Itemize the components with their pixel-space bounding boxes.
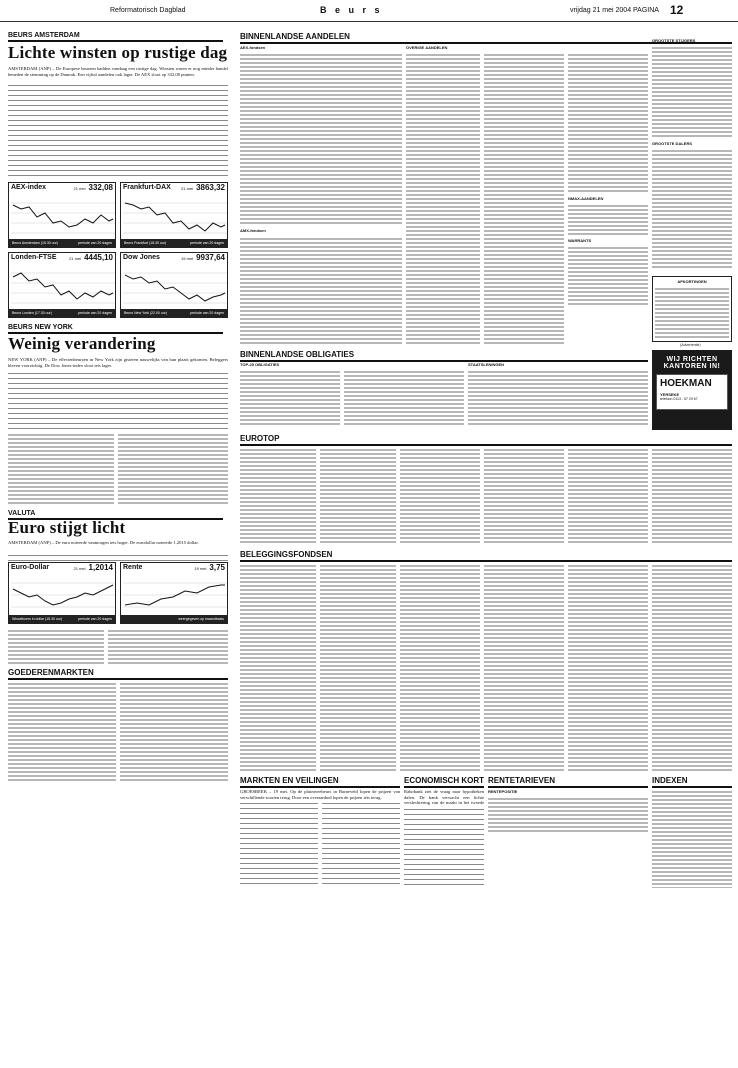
kicker-valuta: VALUTA — [8, 510, 223, 520]
aex-fondsen-label: AEX-fondsen — [240, 45, 266, 50]
dax-line — [123, 195, 227, 239]
binnenlandse-aandelen-heading: BINNENLANDSE AANDELEN — [240, 32, 732, 44]
top25-table-2 — [344, 369, 464, 427]
euro-dollar-chart: Euro-Dollar 21 mei 1,2014 Wisselkoers in dollar (15.30 uur) periode van 20 dagen — [8, 562, 116, 624]
overige-aandelen-col-3 — [568, 52, 648, 192]
nmax-label: NMAX-AANDELEN — [568, 196, 604, 201]
staatsleningen-table — [468, 369, 648, 427]
article-newyork-text — [8, 370, 228, 430]
headline-amsterdam: Lichte winsten op rustige dag — [8, 43, 228, 62]
amx-fondsen-table — [240, 236, 402, 344]
afkortingen-list — [655, 286, 729, 340]
ad-brand: HOEKMAN — [660, 378, 712, 389]
eurotop-col-4 — [484, 447, 564, 545]
dax-chart: Frankfurt-DAX 21 mei 3863,32 Beurs Frankfurt (18.30 uur) periode van 20 dagen — [120, 182, 228, 248]
eurotop-col-3 — [400, 447, 480, 545]
fondsen-col-1 — [240, 563, 316, 771]
aex-fondsen-table — [240, 52, 402, 226]
afkortingen-box — [652, 276, 732, 342]
ad-title: WIJ RICHTEN KANTOREN IN! — [663, 356, 721, 370]
dowjones-line — [123, 265, 227, 309]
ftse-chart: Londen-FTSE 21 mei 4445,10 Beurs Londen (17.30 uur) periode van 20 dagen — [8, 252, 116, 318]
fondsen-col-5 — [568, 563, 648, 771]
markten-text-2 — [322, 800, 400, 888]
grootste-stijgers-label: GROOTSTE STIJGERS — [652, 38, 696, 43]
rentepositie-label: RENTEPOSITIE — [488, 789, 518, 794]
markten-lead: GROESBEEK – 19 mei. Op de pluimveebeurs in Barneveld lopen de prijzen van verschillende soorten terug. Door een overaanbod lopen de prijzen iets terug. — [240, 789, 400, 800]
ad-city: YERSEKE — [660, 392, 680, 397]
dowjones-chart: Dow Jones 19 mei 9937,64 Beurs New York (22.00 uur) periode van 20 dagen — [120, 252, 228, 318]
euro-dollar-line — [11, 575, 115, 615]
markten-heading: MARKTEN EN VEILINGEN — [240, 776, 400, 788]
indexen-heading: INDEXEN — [652, 776, 732, 788]
beleggingsfondsen-heading: BELEGGINGSFONDSEN — [240, 550, 732, 562]
fondsen-col-6 — [652, 563, 732, 771]
headline-newyork: Weinig verandering — [8, 334, 156, 353]
advertentie-label: (Advertentie) — [680, 343, 701, 347]
goederenmarkten-heading: GOEDERENMARKTEN — [8, 668, 228, 680]
fondsen-col-4 — [484, 563, 564, 771]
indexen-table — [652, 789, 732, 888]
kicker-amsterdam: BEURS AMSTERDAM — [8, 32, 223, 42]
kicker-newyork: BEURS NEW YORK — [8, 324, 223, 334]
afkortingen-label: AFKORTINGEN — [677, 279, 707, 284]
obligaties-heading: BINNENLANDSE OBLIGATIES — [240, 350, 648, 362]
vreemd-geld-table — [8, 628, 104, 664]
eurotop-col-5 — [568, 447, 648, 545]
page-header — [0, 0, 738, 22]
article-amsterdam-text — [8, 82, 228, 180]
amerikaanse-koersen-table — [8, 432, 114, 504]
markten-text-1 — [240, 800, 318, 888]
staatsleningen-label: STAATSLENINGEN — [468, 362, 505, 367]
page-number: 12 — [670, 3, 684, 17]
article-valuta-text — [8, 552, 228, 562]
overige-aandelen-col-1 — [406, 52, 480, 344]
rentetarieven-table — [488, 796, 648, 832]
eurotop-col-2 — [320, 447, 396, 545]
economisch-kort-heading: ECONOMISCH KORT — [404, 776, 484, 788]
grootste-stijgers-table — [652, 45, 732, 137]
nmax-table — [568, 203, 648, 235]
aex-chart: AEX-index 21 mei 332,08 Beurs Amsterdam (15.30 uur) periode van 20 dagen — [8, 182, 116, 248]
amx-fondsen-label: AMX-fondsen — [240, 228, 266, 233]
lead-newyork: NEW YORK (ANP) – De effectenbeurzen in New York zijn gisteren nauwelijks van hun plaats gekomen. Beleggers bleven voorzichtig. De Dow Jones-index sloot iets lager. — [8, 357, 228, 368]
top25-label: TOP-25 OBLIGATIES — [240, 362, 280, 367]
economisch-lead: Rabobank ziet de vraag naar hypotheken dalen. De bank verwacht een lichte verslechtering van de markt in het tweede — [404, 789, 484, 806]
hoekman-ad[interactable] — [652, 350, 732, 430]
warrants-table — [568, 245, 648, 305]
goederenmarkten-table-1 — [8, 681, 116, 781]
grootste-dalers-label: GROOTSTE DALERS — [652, 141, 693, 146]
overige-aandelen-col-2 — [484, 52, 564, 344]
fondsen-col-3 — [400, 563, 480, 771]
rente-line — [123, 575, 227, 615]
lead-valuta: AMSTERDAM (ANP) – De euro noteerde vanmorgen iets hoger. De eurodollar noteerde 1,2015 dollar. — [8, 540, 199, 545]
overige-aandelen-label: OVERIGE AANDELEN — [406, 45, 448, 50]
rentetarieven-heading: RENTETARIEVEN — [488, 776, 648, 788]
rente-chart: Rente 19 mei 3,75 weergegeven op maandbasis — [120, 562, 228, 624]
amerikaanse-koersen-table-2 — [118, 432, 228, 504]
headline-valuta: Euro stijgt licht — [8, 518, 126, 537]
ad-contact: telefoon 0113 - 57 29 67 — [660, 397, 698, 401]
eurotop-col-6 — [652, 447, 732, 545]
top25-table-1 — [240, 369, 340, 427]
goederenmarkten-table-2 — [120, 681, 228, 781]
eurotop-col-1 — [240, 447, 316, 545]
page-date: vrijdag 21 mei 2004 PAGINA — [570, 7, 659, 14]
aex-line — [11, 195, 115, 239]
eurotop-heading: EUROTOP — [240, 434, 732, 446]
ftse-line — [11, 265, 115, 309]
warrants-label: WARRANTS — [568, 238, 592, 243]
section-name: B e u r s — [320, 5, 383, 15]
economisch-text — [404, 806, 484, 888]
fondsen-col-2 — [320, 563, 396, 771]
lead-amsterdam: AMSTERDAM (ANP) – De Europese beurzen hadden vandaag een rustige dag. Winsten waren er nog minder handel beneden de stemming op de Damrak. Een vijftal aandelen ook lager. De AEX sloot op 332,08 punten. — [8, 66, 228, 77]
aex-value: 21 mei 332,08 — [73, 183, 113, 192]
grootste-dalers-table — [652, 148, 732, 270]
munt-table — [108, 628, 228, 664]
paper-name: Reformatorisch Dagblad — [110, 7, 186, 14]
